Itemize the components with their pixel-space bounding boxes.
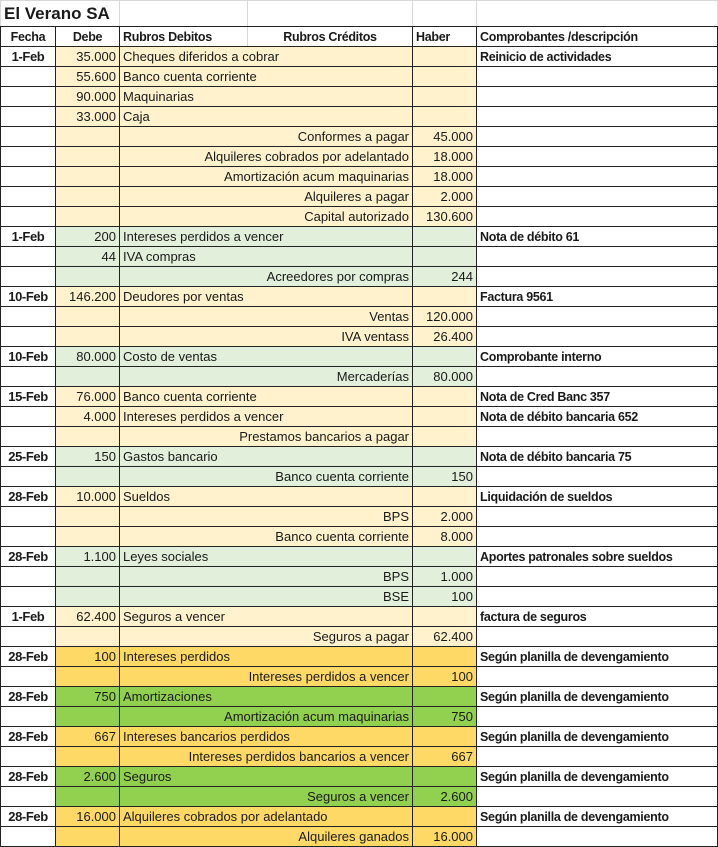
descripcion-cell[interactable]: Según planilla de devengamiento <box>477 727 718 747</box>
debe-cell[interactable] <box>56 587 120 607</box>
table-row <box>1 227 718 247</box>
debe-cell[interactable] <box>56 707 120 727</box>
debe-cell[interactable]: 667 <box>56 727 120 747</box>
rubro-debito-cell[interactable]: Cheques diferidos a cobrar <box>120 47 413 67</box>
descripcion-cell[interactable] <box>477 567 718 587</box>
rubro-credito-cell[interactable]: Acreedores por compras <box>120 267 413 287</box>
fecha-cell[interactable] <box>1 327 56 347</box>
debe-cell[interactable] <box>56 307 120 327</box>
debe-cell[interactable] <box>56 827 120 847</box>
fecha-cell[interactable]: 1-Feb <box>1 607 56 627</box>
haber-cell[interactable] <box>413 247 477 267</box>
haber-cell[interactable] <box>413 807 477 827</box>
rubro-debito-cell[interactable]: Intereses bancarios perdidos <box>120 727 413 747</box>
descripcion-cell[interactable]: Nota de débito 61 <box>477 227 718 247</box>
fecha-cell[interactable]: 28-Feb <box>1 487 56 507</box>
table-row <box>1 707 718 727</box>
table-row <box>1 207 718 227</box>
table-row <box>1 167 718 187</box>
rubro-credito-cell[interactable]: BSE <box>120 587 413 607</box>
haber-cell[interactable] <box>413 287 477 307</box>
fecha-cell[interactable] <box>1 67 56 87</box>
descripcion-cell[interactable] <box>477 167 718 187</box>
rubro-debito-cell[interactable]: Caja <box>120 107 413 127</box>
rubro-credito-cell[interactable]: Mercaderías <box>120 367 413 387</box>
fecha-cell[interactable] <box>1 367 56 387</box>
haber-cell[interactable] <box>413 647 477 667</box>
haber-cell[interactable]: 750 <box>413 707 477 727</box>
haber-cell[interactable]: 150 <box>413 467 477 487</box>
title-row <box>1 1 718 27</box>
haber-cell[interactable] <box>413 107 477 127</box>
haber-cell[interactable] <box>413 687 477 707</box>
fecha-cell[interactable] <box>1 147 56 167</box>
descripcion-cell[interactable] <box>477 667 718 687</box>
haber-cell[interactable]: 80.000 <box>413 367 477 387</box>
table-row <box>1 607 718 627</box>
debe-cell[interactable] <box>56 367 120 387</box>
descripcion-cell[interactable] <box>477 507 718 527</box>
fecha-cell[interactable]: 1-Feb <box>1 227 56 247</box>
header-debe[interactable]: Debe <box>56 27 120 47</box>
rubro-credito-cell[interactable]: Alquileres a pagar <box>120 187 413 207</box>
fecha-cell[interactable] <box>1 247 56 267</box>
rubro-credito-cell[interactable]: Alquileres ganados <box>120 827 413 847</box>
haber-cell[interactable] <box>413 87 477 107</box>
rubro-debito-cell[interactable]: Intereses perdidos a vencer <box>120 227 413 247</box>
cell[interactable] <box>477 1 718 27</box>
table-row <box>1 107 718 127</box>
haber-cell[interactable]: 16.000 <box>413 827 477 847</box>
table-row <box>1 507 718 527</box>
cell[interactable] <box>413 1 477 27</box>
table-row <box>1 367 718 387</box>
descripcion-cell[interactable] <box>477 87 718 107</box>
descripcion-cell[interactable]: Liquidación de sueldos <box>477 487 718 507</box>
debe-cell[interactable] <box>56 147 120 167</box>
descripcion-cell[interactable] <box>477 527 718 547</box>
header-haber[interactable]: Haber <box>413 27 477 47</box>
debe-cell[interactable] <box>56 747 120 767</box>
fecha-cell[interactable] <box>1 407 56 427</box>
descripcion-cell[interactable]: Comprobante interno <box>477 347 718 367</box>
fecha-cell[interactable] <box>1 747 56 767</box>
debe-cell[interactable] <box>56 527 120 547</box>
fecha-cell[interactable] <box>1 507 56 527</box>
descripcion-cell[interactable] <box>477 107 718 127</box>
descripcion-cell[interactable] <box>477 127 718 147</box>
haber-cell[interactable]: 2.000 <box>413 507 477 527</box>
descripcion-cell[interactable] <box>477 587 718 607</box>
fecha-cell[interactable] <box>1 127 56 147</box>
fecha-cell[interactable] <box>1 627 56 647</box>
fecha-cell[interactable] <box>1 187 56 207</box>
table-row <box>1 147 718 167</box>
fecha-cell[interactable] <box>1 707 56 727</box>
debe-cell[interactable]: 16.000 <box>56 807 120 827</box>
debe-cell[interactable] <box>56 127 120 147</box>
descripcion-cell[interactable] <box>477 367 718 387</box>
debe-cell[interactable]: 10.000 <box>56 487 120 507</box>
haber-cell[interactable]: 18.000 <box>413 167 477 187</box>
descripcion-cell[interactable]: Según planilla de devengamiento <box>477 767 718 787</box>
fecha-cell[interactable]: 28-Feb <box>1 807 56 827</box>
descripcion-cell[interactable]: Nota de Cred Banc 357 <box>477 387 718 407</box>
table-row <box>1 427 718 447</box>
rubro-credito-cell[interactable]: Banco cuenta corriente <box>120 527 413 547</box>
rubro-debito-cell[interactable]: Alquileres cobrados por adelantado <box>120 807 413 827</box>
rubro-debito-cell[interactable]: Banco cuenta corriente <box>120 387 413 407</box>
debe-cell[interactable] <box>56 667 120 687</box>
fecha-cell[interactable]: 10-Feb <box>1 347 56 367</box>
debe-cell[interactable]: 750 <box>56 687 120 707</box>
descripcion-cell[interactable] <box>477 307 718 327</box>
rubro-credito-cell[interactable]: Banco cuenta corriente <box>120 467 413 487</box>
haber-cell[interactable]: 244 <box>413 267 477 287</box>
debe-cell[interactable] <box>56 207 120 227</box>
table-row <box>1 747 718 767</box>
haber-cell[interactable]: 2.600 <box>413 787 477 807</box>
table-row <box>1 267 718 287</box>
table-row <box>1 327 718 347</box>
haber-cell[interactable] <box>413 607 477 627</box>
haber-cell[interactable] <box>413 387 477 407</box>
fecha-cell[interactable]: 28-Feb <box>1 647 56 667</box>
table-row <box>1 127 718 147</box>
descripcion-cell[interactable]: Reinicio de actividades <box>477 47 718 67</box>
debe-cell[interactable]: 62.400 <box>56 607 120 627</box>
debe-cell[interactable]: 44 <box>56 247 120 267</box>
table-row <box>1 627 718 647</box>
table-row <box>1 827 718 847</box>
fecha-cell[interactable]: 28-Feb <box>1 547 56 567</box>
descripcion-cell[interactable] <box>477 787 718 807</box>
fecha-cell[interactable] <box>1 207 56 227</box>
rubro-debito-cell[interactable]: Costo de ventas <box>120 347 413 367</box>
debe-cell[interactable] <box>56 187 120 207</box>
debe-cell[interactable]: 80.000 <box>56 347 120 367</box>
fecha-cell[interactable] <box>1 87 56 107</box>
haber-cell[interactable] <box>413 487 477 507</box>
haber-cell[interactable]: 62.400 <box>413 627 477 647</box>
fecha-cell[interactable] <box>1 787 56 807</box>
haber-cell[interactable] <box>413 67 477 87</box>
rubro-debito-cell[interactable]: Intereses perdidos <box>120 647 413 667</box>
debe-cell[interactable] <box>56 787 120 807</box>
rubro-debito-cell[interactable]: Amortizaciones <box>120 687 413 707</box>
debe-cell[interactable]: 200 <box>56 227 120 247</box>
table-row <box>1 67 718 87</box>
rubro-credito-cell[interactable]: Seguros a vencer <box>120 787 413 807</box>
descripcion-cell[interactable]: Según planilla de devengamiento <box>477 647 718 667</box>
rubro-debito-cell[interactable]: Seguros a vencer <box>120 607 413 627</box>
descripcion-cell[interactable]: Aportes patronales sobre sueldos <box>477 547 718 567</box>
descripcion-cell[interactable] <box>477 207 718 227</box>
fecha-cell[interactable] <box>1 587 56 607</box>
table-row <box>1 587 718 607</box>
fecha-cell[interactable] <box>1 467 56 487</box>
rubro-credito-cell[interactable]: IVA ventass <box>120 327 413 347</box>
rubro-credito-cell[interactable]: Intereses perdidos a vencer <box>120 667 413 687</box>
rubro-credito-cell[interactable]: Conformes a pagar <box>120 127 413 147</box>
haber-cell[interactable]: 8.000 <box>413 527 477 547</box>
rubro-credito-cell[interactable]: Ventas <box>120 307 413 327</box>
haber-cell[interactable] <box>413 767 477 787</box>
haber-cell[interactable] <box>413 547 477 567</box>
haber-cell[interactable] <box>413 227 477 247</box>
debe-cell[interactable]: 4.000 <box>56 407 120 427</box>
rubro-debito-cell[interactable]: Maquinarias <box>120 87 413 107</box>
debe-cell[interactable]: 150 <box>56 447 120 467</box>
descripcion-cell[interactable]: Factura 9561 <box>477 287 718 307</box>
descripcion-cell[interactable] <box>477 247 718 267</box>
haber-cell[interactable]: 667 <box>413 747 477 767</box>
table-row <box>1 687 718 707</box>
fecha-cell[interactable]: 15-Feb <box>1 387 56 407</box>
descripcion-cell[interactable] <box>477 747 718 767</box>
haber-cell[interactable]: 100 <box>413 587 477 607</box>
fecha-cell[interactable] <box>1 427 56 447</box>
rubro-debito-cell[interactable]: Intereses perdidos a vencer <box>120 407 413 427</box>
rubro-debito-cell[interactable]: Banco cuenta corriente <box>120 67 413 87</box>
table-row <box>1 727 718 747</box>
debe-cell[interactable] <box>56 327 120 347</box>
fecha-cell[interactable]: 1-Feb <box>1 47 56 67</box>
haber-cell[interactable]: 18.000 <box>413 147 477 167</box>
descripcion-cell[interactable]: Nota de débito bancaria 652 <box>477 407 718 427</box>
debe-cell[interactable]: 146.200 <box>56 287 120 307</box>
descripcion-cell[interactable] <box>477 187 718 207</box>
table-row <box>1 767 718 787</box>
rubro-credito-cell[interactable]: Alquileres cobrados por adelantado <box>120 147 413 167</box>
descripcion-cell[interactable] <box>477 827 718 847</box>
cell[interactable] <box>120 1 248 27</box>
debe-cell[interactable] <box>56 267 120 287</box>
rubro-debito-cell[interactable]: Sueldos <box>120 487 413 507</box>
fecha-cell[interactable] <box>1 527 56 547</box>
rubro-debito-cell[interactable]: Deudores por ventas <box>120 287 413 307</box>
table-row <box>1 187 718 207</box>
table-row <box>1 647 718 667</box>
fecha-cell[interactable] <box>1 267 56 287</box>
fecha-cell[interactable]: 10-Feb <box>1 287 56 307</box>
descripcion-cell[interactable] <box>477 67 718 87</box>
fecha-cell[interactable]: 25-Feb <box>1 447 56 467</box>
rubro-credito-cell[interactable]: BPS <box>120 567 413 587</box>
header-debitos[interactable]: Rubros Debitos <box>120 27 248 47</box>
haber-cell[interactable]: 100 <box>413 667 477 687</box>
rubro-credito-cell[interactable]: BPS <box>120 507 413 527</box>
haber-cell[interactable]: 2.000 <box>413 187 477 207</box>
rubro-credito-cell[interactable]: Seguros a pagar <box>120 627 413 647</box>
haber-cell[interactable]: 130.600 <box>413 207 477 227</box>
descripcion-cell[interactable] <box>477 707 718 727</box>
rubro-debito-cell[interactable]: Seguros <box>120 767 413 787</box>
descripcion-cell[interactable]: Nota de débito bancaria 75 <box>477 447 718 467</box>
haber-cell[interactable]: 120.000 <box>413 307 477 327</box>
debe-cell[interactable]: 90.000 <box>56 87 120 107</box>
debe-cell[interactable] <box>56 427 120 447</box>
fecha-cell[interactable]: 28-Feb <box>1 727 56 747</box>
fecha-cell[interactable]: 28-Feb <box>1 767 56 787</box>
debe-cell[interactable]: 1.100 <box>56 547 120 567</box>
descripcion-cell[interactable] <box>477 467 718 487</box>
debe-cell[interactable]: 33.000 <box>56 107 120 127</box>
debe-cell[interactable] <box>56 167 120 187</box>
header-creditos[interactable]: Rubros Créditos <box>248 27 413 47</box>
fecha-cell[interactable] <box>1 567 56 587</box>
haber-cell[interactable] <box>413 347 477 367</box>
table-row <box>1 347 718 367</box>
haber-cell[interactable] <box>413 407 477 427</box>
table-row <box>1 467 718 487</box>
haber-cell[interactable] <box>413 47 477 67</box>
table-row <box>1 447 718 467</box>
sheet-title[interactable]: El Verano SA <box>1 1 120 27</box>
rubro-credito-cell[interactable]: Prestamos bancarios a pagar <box>120 427 413 447</box>
table-row <box>1 287 718 307</box>
table-row <box>1 787 718 807</box>
fecha-cell[interactable] <box>1 307 56 327</box>
rubro-debito-cell[interactable]: Gastos bancario <box>120 447 413 467</box>
descripcion-cell[interactable]: factura de seguros <box>477 607 718 627</box>
rubro-debito-cell[interactable]: Leyes sociales <box>120 547 413 567</box>
table-row <box>1 547 718 567</box>
debe-cell[interactable]: 2.600 <box>56 767 120 787</box>
table-row <box>1 247 718 267</box>
table-row <box>1 807 718 827</box>
descripcion-cell[interactable]: Según planilla de devengamiento <box>477 807 718 827</box>
table-row <box>1 567 718 587</box>
debe-cell[interactable]: 76.000 <box>56 387 120 407</box>
rubro-credito-cell[interactable]: Amortización acum maquinarias <box>120 167 413 187</box>
debe-cell[interactable] <box>56 567 120 587</box>
table-row <box>1 307 718 327</box>
fecha-cell[interactable] <box>1 167 56 187</box>
debe-cell[interactable]: 35.000 <box>56 47 120 67</box>
rubro-credito-cell[interactable]: Amortización acum maquinarias <box>120 707 413 727</box>
descripcion-cell[interactable] <box>477 147 718 167</box>
fecha-cell[interactable] <box>1 827 56 847</box>
debe-cell[interactable] <box>56 627 120 647</box>
descripcion-cell[interactable] <box>477 627 718 647</box>
table-row <box>1 407 718 427</box>
rubro-debito-cell[interactable]: IVA compras <box>120 247 413 267</box>
debe-cell[interactable]: 55.600 <box>56 67 120 87</box>
table-row <box>1 47 718 67</box>
header-fecha[interactable]: Fecha <box>1 27 56 47</box>
haber-cell[interactable] <box>413 447 477 467</box>
table-row <box>1 387 718 407</box>
cell[interactable] <box>248 1 413 27</box>
debe-cell[interactable]: 100 <box>56 647 120 667</box>
table-row <box>1 87 718 107</box>
fecha-cell[interactable] <box>1 667 56 687</box>
descripcion-cell[interactable]: Según planilla de devengamiento <box>477 687 718 707</box>
debe-cell[interactable] <box>56 467 120 487</box>
haber-cell[interactable] <box>413 727 477 747</box>
haber-cell[interactable] <box>413 427 477 447</box>
header-row <box>1 27 718 47</box>
haber-cell[interactable]: 26.400 <box>413 327 477 347</box>
fecha-cell[interactable] <box>1 107 56 127</box>
table-row <box>1 487 718 507</box>
haber-cell[interactable]: 45.000 <box>413 127 477 147</box>
descripcion-cell[interactable] <box>477 327 718 347</box>
fecha-cell[interactable]: 28-Feb <box>1 687 56 707</box>
rubro-credito-cell[interactable]: Intereses perdidos bancarios a vencer <box>120 747 413 767</box>
table-row <box>1 527 718 547</box>
haber-cell[interactable]: 1.000 <box>413 567 477 587</box>
table-row <box>1 667 718 687</box>
debe-cell[interactable] <box>56 507 120 527</box>
descripcion-cell[interactable] <box>477 267 718 287</box>
rubro-credito-cell[interactable]: Capital autorizado <box>120 207 413 227</box>
descripcion-cell[interactable] <box>477 427 718 447</box>
header-descripcion[interactable]: Comprobantes /descripción <box>477 27 718 47</box>
